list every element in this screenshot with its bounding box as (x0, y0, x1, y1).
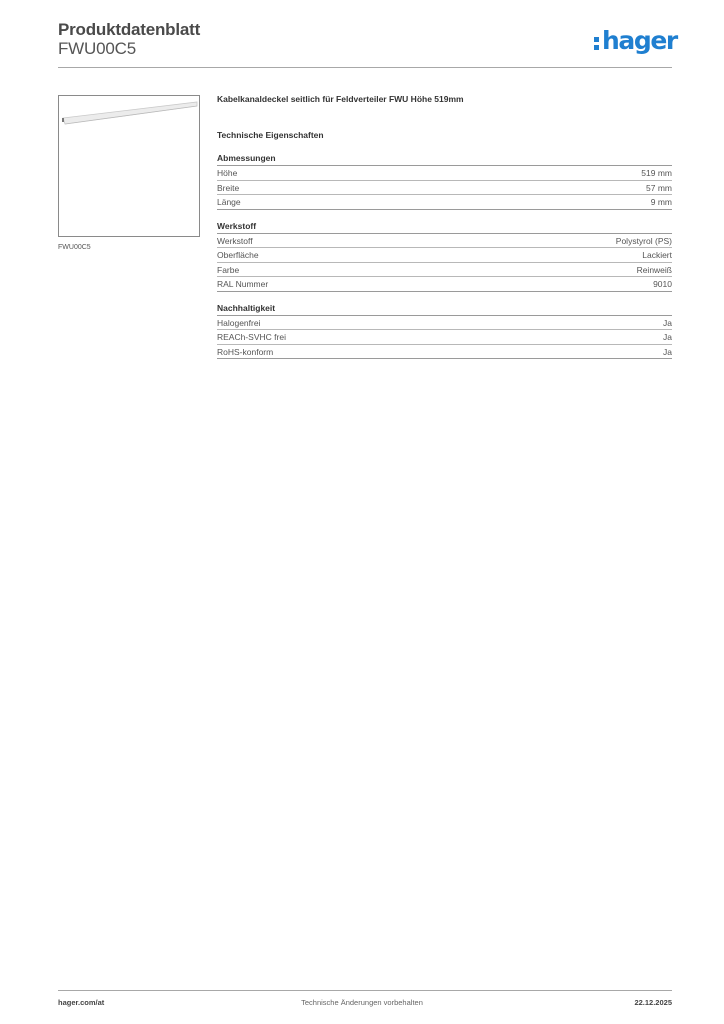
property-value: 9010 (653, 279, 672, 289)
property-group (217, 220, 672, 292)
property-row (217, 234, 672, 249)
property-row (217, 181, 672, 196)
property-label: Breite (217, 182, 240, 193)
property-row (217, 195, 672, 210)
property-row (217, 330, 672, 345)
product-image (59, 96, 199, 236)
property-label: Werkstoff (217, 235, 253, 246)
property-label: REACh-SVHC frei (217, 332, 286, 342)
property-value: 9 mm (650, 197, 672, 207)
logo-dot-icon (594, 37, 599, 42)
property-label: Länge (217, 197, 241, 207)
property-row (217, 277, 672, 292)
property-label: RoHS-konform (217, 346, 274, 357)
property-group (217, 302, 672, 360)
image-caption: FWU00C5 (58, 244, 91, 251)
page-title: Produktdatenblatt (58, 20, 201, 39)
group-title: Werkstoff (217, 220, 672, 234)
group-title: Nachhaltigkeit (217, 302, 672, 316)
property-row (217, 316, 672, 331)
property-row (217, 248, 672, 263)
property-value: 519 mm (641, 168, 672, 178)
section-title: Technische Eigenschaften (217, 130, 324, 140)
property-label: Höhe (217, 168, 238, 178)
logo-dot-icon (594, 45, 599, 50)
logo-text: hager (602, 26, 677, 55)
property-value: Ja (663, 346, 672, 357)
property-label: Halogenfrei (217, 317, 261, 328)
property-label: RAL Nummer (217, 279, 269, 289)
property-value: Polystyrol (PS) (615, 235, 672, 246)
property-label: Oberfläche (217, 250, 259, 260)
header-divider (58, 67, 672, 68)
property-value: Reinweiß (636, 264, 672, 275)
footer-disclaimer: Technische Änderungen vorbehalten (301, 998, 423, 1007)
property-value: Ja (663, 317, 672, 328)
property-value: Ja (663, 332, 672, 342)
hager-logo[interactable] (594, 26, 677, 57)
property-value: 57 mm (646, 182, 672, 193)
footer-date: 22.12.2025 (634, 998, 672, 1007)
group-title: Abmessungen (217, 152, 672, 166)
property-group (217, 152, 672, 210)
property-label: Farbe (217, 264, 240, 275)
property-row (217, 345, 672, 360)
property-value: Lackiert (642, 250, 672, 260)
product-description: Kabelkanaldeckel seitlich für Feldverteiler FWU Höhe 519mm (217, 94, 464, 104)
property-row (217, 263, 672, 278)
footer-divider (58, 990, 672, 991)
property-row (217, 166, 672, 181)
product-code: FWU00C5 (58, 39, 136, 58)
footer-website-link[interactable]: hager.com/at (58, 998, 105, 1007)
product-image-frame (58, 95, 200, 237)
product-details (217, 92, 672, 359)
